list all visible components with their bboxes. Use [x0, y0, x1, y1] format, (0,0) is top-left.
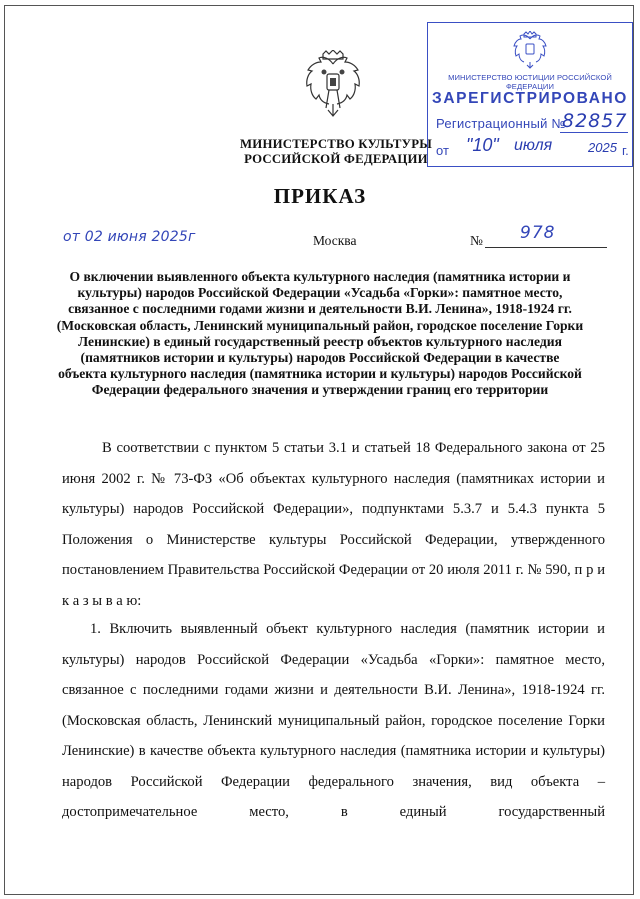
stamp-ministry-text: МИНИСТЕРСТВО ЮСТИЦИИ РОССИЙСКОЙ ФЕДЕРАЦИИ [448, 73, 612, 91]
stamp-registered-text: ЗАРЕГИСТРИРОВАНО [432, 90, 628, 107]
ministry-line-2: РОССИЙСКОЙ ФЕДЕРАЦИИ [244, 152, 428, 166]
order-number: 978 [520, 223, 556, 243]
order-number-label: № [470, 233, 483, 248]
stamp-number-underline [560, 132, 628, 133]
item-1-paragraph: 1. Включить выявленный объект культурного наследия (памятник истории и культуры) народов Российской Федерации «Усадьба «Горки»: памятное место, связанное с последними годами жизни и деятельности В.И. Ленина», 1918-1924 гг. (Московская область, Ленинский муниципальный район, городское поселение Горки Ленинские) в качестве объекта культурного наследия (памятника истории и культуры) народов Российской Федерации федерального значения, вид объекта – достопримечательное место, в единый государственный [62, 621, 605, 820]
stamp-year: 2025 [588, 140, 617, 155]
preamble-paragraph: В соответствии с пунктом 5 статьи 3.1 и статьей 18 Федерального закона от 25 июня 2002 г. № 73-ФЗ «Об объектах культурного наследия (памятниках истории и культуры) народов Российской Федерации», подпунктами 5.3.7 и 5.4.3 пункта 5 Положения о Министерстве культуры Российской Федерации, утвержденного постановлением Правительства Российской Федерации от 20 июля 2011 г. № 590, п р и к а з ы в а ю: [62, 440, 605, 609]
stamp-day: "10" [466, 135, 499, 155]
stamp-year-suffix: г. [622, 143, 629, 158]
stamp-month: июля [514, 137, 553, 154]
registration-stamp [427, 22, 633, 167]
stamp-reg-number: 82857 [562, 110, 628, 132]
stamp-coat-of-arms-icon [512, 31, 548, 69]
order-date: от 02 июня 2025г [63, 229, 196, 245]
coat-of-arms-icon [302, 50, 364, 118]
city: Москва [313, 233, 357, 248]
stamp-from-label: от [436, 143, 449, 158]
document-title: ПРИКАЗ [273, 184, 367, 208]
stamp-reg-number-label: Регистрационный № [436, 116, 566, 131]
order-number-underline [485, 247, 607, 248]
ministry-line-1: МИНИСТЕРСТВО КУЛЬТУРЫ [240, 137, 432, 151]
order-heading: О включении выявленного объекта культурного наследия (памятника истории и культуры) народов Российской Федерации «Усадьба «Горки»: памятное место, связанное с последними годами жизни и деятельности В.И. Ленина», 1918-1924 гг. (Московская область, Ленинский муниципальный район, городское поселение Горки Ленинские) в единый государственный реестр объектов культурного наследия (памятников истории и культуры) народов Российской Федерации в качестве объекта культурного наследия (памятника истории и культуры) народов Российской Федерации федерального значения и утверждении границ его территории [56, 269, 584, 398]
